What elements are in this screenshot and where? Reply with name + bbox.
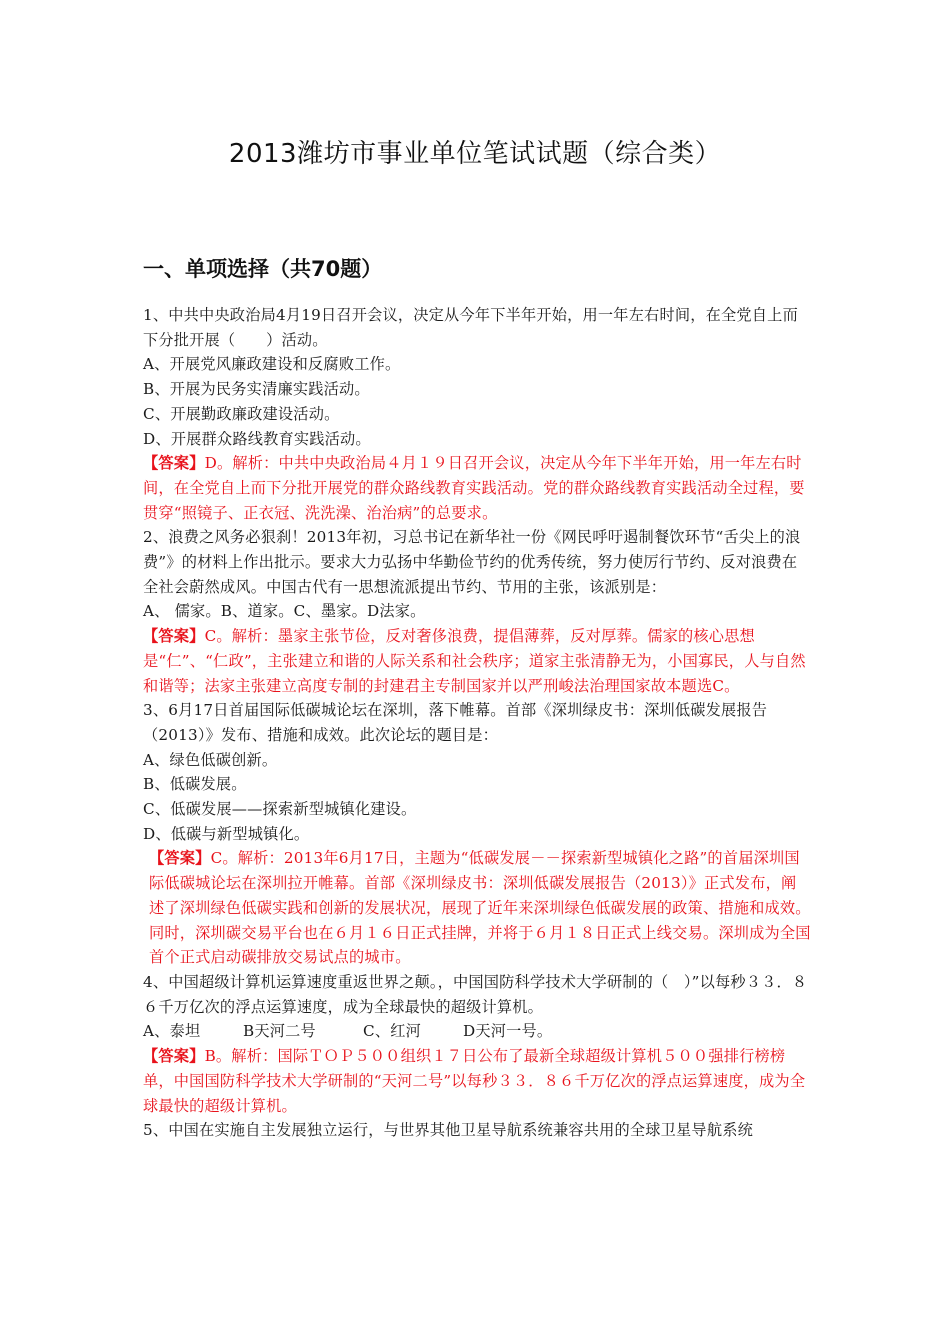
question-item — [143, 303, 811, 525]
answer-tag: 【答案】 — [143, 1047, 205, 1066]
question-item — [143, 525, 811, 698]
section-title: 一、单项选择（共70题） — [143, 257, 383, 281]
question-options-row — [143, 1019, 811, 1044]
answer-text: B。解析：国际ＴＯＰ５００组织１７日公布了最新全球超级计算机５００强排行榜榜单，中国国防科学技术大学研制的“天河二号”以每秒３３．８６千万亿次的浮点运算速度，成为全球最快的超级计算机。 — [143, 1047, 806, 1115]
question-option: A、泰坦 — [143, 1022, 201, 1041]
question-option: A、绿色低碳创新。 — [143, 750, 278, 769]
question-option: B、开展为民务实清廉实践活动。 — [143, 380, 370, 399]
answer-explanation — [143, 451, 811, 525]
question-option: D天河一号。 — [463, 1022, 553, 1041]
question-stem: 1、中共中央政治局4月19日召开会议，决定从今年下半年开始，用一年左右时间，在全党自上而下分批开展（ ）活动。 — [143, 306, 798, 349]
answer-explanation — [143, 1044, 811, 1118]
question-list — [143, 303, 811, 1143]
question-option: D、开展群众路线教育实践活动。 — [143, 429, 371, 448]
question-option: A、开展党风廉政建设和反腐败工作。 — [143, 355, 401, 374]
question-options-inline: A、 儒家。B、道家。C、墨家。D法家。 — [143, 602, 426, 621]
answer-text: C。解析：2013年6月17日，主题为“低碳发展－－探索新型城镇化之路”的首届深圳国际低碳城论坛在深圳拉开帷幕。首部《深圳绿皮书：深圳低碳发展报告（2013）》正式发布，阐述了深圳绿色低碳实践和创新的发展状况，展现了近年来深圳绿色低碳发展的政策、措施和成效。同时，深圳碳交易平台也在６月１６日正式挂牌，并将于６月１８日正式上线交易。深圳成为全国首个正式启动碳排放交易试点的城市。 — [149, 849, 811, 967]
question-option: C、低碳发展——探索新型城镇化建设。 — [143, 800, 417, 819]
question-stem: 3、6月17日首届国际低碳城论坛在深圳，落下帷幕。首部《深圳绿皮书：深圳低碳发展报告（2013）》发布、措施和成效。此次论坛的题目是： — [143, 701, 768, 744]
answer-text: C。解析：墨家主张节俭，反对奢侈浪费，提倡薄葬，反对厚葬。儒家的核心思想是“仁”、“仁政”，主张建立和谐的人际关系和社会秩序；道家主张清静无为，小国寡民，人与自然和谐等；法家主张建立高度专制的封建君主专制国家并以严刑峻法治理国家故本题选C。 — [143, 627, 806, 695]
question-stem: 2、浪费之风务必狠刹！2013年初，习总书记在新华社一份《网民呼吁遏制餐饮环节“舌尖上的浪费”》的材料上作出批示。要求大力弘扬中华勤俭节约的优秀传统，努力使厉行节约、反对浪费在全社会蔚然成风。中国古代有一思想流派提出节约、节用的主张，该派别是： — [143, 528, 801, 596]
question-option: C、红河 — [363, 1022, 421, 1041]
answer-explanation — [143, 624, 811, 698]
question-item — [143, 970, 811, 1118]
question-item — [143, 698, 811, 970]
page-title: 2013潍坊市事业单位笔试试题（综合类） — [228, 139, 722, 169]
answer-tag: 【答案】 — [143, 627, 205, 646]
answer-explanation — [143, 846, 811, 970]
question-option: B天河二号 — [243, 1022, 316, 1041]
question-stem: 5、中国在实施自主发展独立运行，与世界其他卫星导航系统兼容共用的全球卫星导航系统 — [143, 1121, 753, 1140]
answer-tag: 【答案】 — [149, 849, 211, 868]
question-stem: 4、中国超级计算机运算速度重返世界之颠。，中国国防科学技术大学研制的（ ）”以每秒３３．８６千万亿次的浮点运算速度，成为全球最快的超级计算机。 — [143, 972, 808, 1016]
answer-tag: 【答案】 — [143, 454, 205, 473]
answer-text: D。解析：中共中央政治局４月１９日召开会议，决定从今年下半年开始，用一年左右时间，在全党自上而下分批开展党的群众路线教育实践活动。党的群众路线教育实践活动全过程，要贯穿“照镜子、正衣冠、洗洗澡、治治病”的总要求。 — [143, 454, 805, 522]
question-option: B、低碳发展。 — [143, 775, 247, 794]
question-option: C、开展勤政廉政建设活动。 — [143, 404, 340, 423]
question-item — [143, 1118, 811, 1143]
question-option: D、低碳与新型城镇化。 — [143, 824, 310, 843]
